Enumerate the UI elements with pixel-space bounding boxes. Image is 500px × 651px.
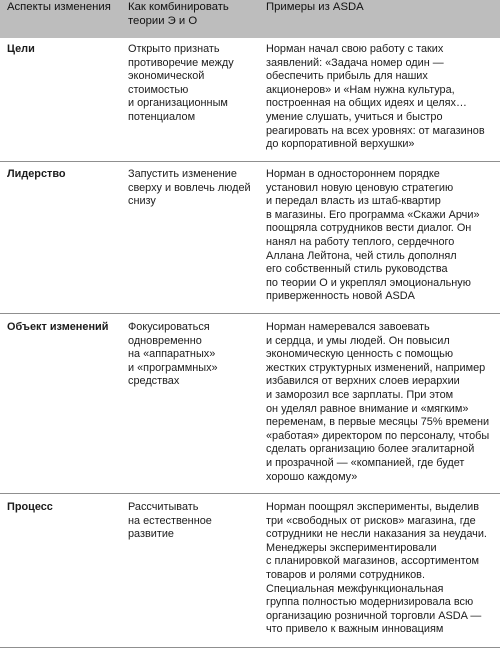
table-row-goals <box>0 41 500 160</box>
table-row-leadership <box>0 166 500 312</box>
table-row-process <box>0 499 500 645</box>
row-process-aspect: Процесс <box>7 501 53 513</box>
header-examples: Примеры из ASDA <box>266 1 364 13</box>
header-combine: Как комбинировать теории Э и О <box>128 1 229 27</box>
row-divider <box>0 313 500 314</box>
row-goals-example: Норман начал свою работу с таких заявлений: «Задача номер один — обеспечить прибыль для наших акционеров» и «Нам нужна культура, построенная на общих идеях и целях… умение слушать, учиться и быстро реагировать на всех уровнях: от магазинов до корпоративной верхушки» <box>266 43 485 151</box>
row-goals-aspect: Цели <box>7 43 35 55</box>
row-process-example: Норман поощрял эксперименты, выделив три «свободных от рисков» магазина, где сотрудники не несли наказания за неудачи. Менеджеры экспериментировали с планировкой магазинов, ассортиментом товаров и ролями сотрудников. Специальная межфункциональная группа полностью модернизировала всю организацию розничной торговли ASDA — что привело к важным инновациям <box>266 501 487 636</box>
row-process-combine: Рассчитывать на естественное развитие <box>128 501 212 541</box>
row-leadership-aspect: Лидерство <box>7 168 66 180</box>
row-divider <box>0 161 500 162</box>
row-divider <box>0 493 500 494</box>
row-leadership-combine: Запустить изменение сверху и вовлечь людей снизу <box>128 168 251 208</box>
header-aspects: Аспекты изменения <box>7 1 111 13</box>
table-header <box>0 0 500 38</box>
row-leadership-example: Норман в одностороннем порядке установил новую ценовую стратегию и передал власть из штаб-квартир в магазины. Его программа «Скажи Арчи» поощряла сотрудников вести диалог. Он нанял на работу теплого, сердечного Аллана Лейтона, чей стиль дополнял его собственный стиль руководства по теории О и укреплял эмоциональную приверженность новой ASDA <box>266 168 480 303</box>
row-goals-combine: Открыто признать противоречие между экономической стоимостью и организационным потенциалом <box>128 43 234 123</box>
row-object-aspect: Объект изменений <box>7 321 109 333</box>
row-object-combine: Фокусироваться одновременно на «аппаратных» и «программных» средствах <box>128 321 218 388</box>
table-bottom-rule <box>0 647 500 648</box>
table-row-object <box>0 319 500 493</box>
row-object-example: Норман намеревался завоевать и сердца, и умы людей. Он повысил экономическую ценность с помощью жестких структурных изменений, например избавился от верхних слоев иерархии и заморозил все зарплаты. При этом он уделял равное внимание и «мягким» переменам, в первые месяцы 75% времени «работая» директором по персоналу, чтобы сделать организацию более эгалитарной и прозрачной — «компанией, где будет хорошо каждому» <box>266 321 490 483</box>
